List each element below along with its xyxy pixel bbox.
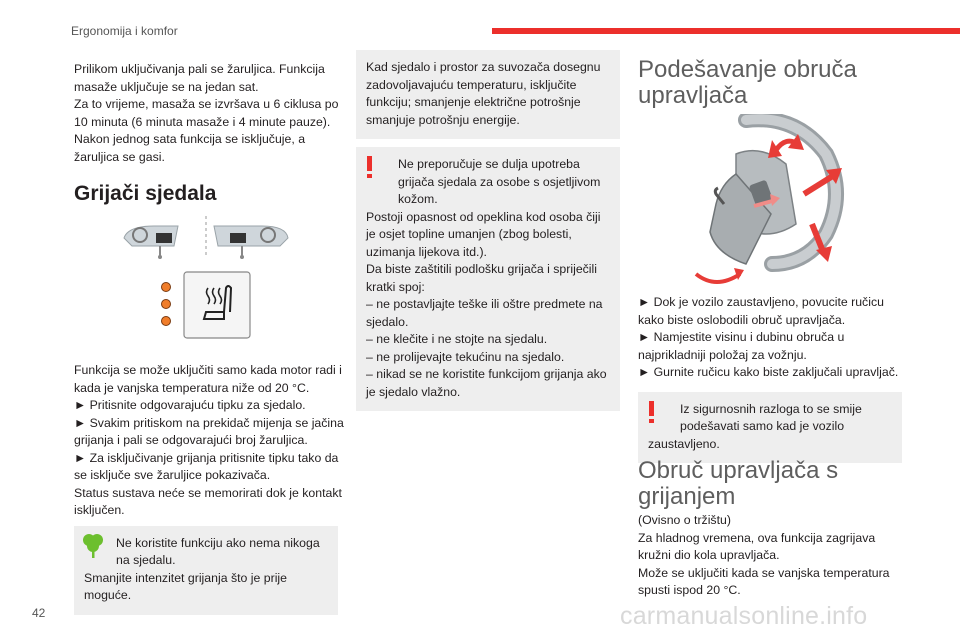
indicator-lamps [162, 283, 171, 326]
steering-step-2: ► Namjestite visinu i dubinu obruča u najprikladniji položaj za vožnju. [638, 330, 845, 362]
burn-warning-line-1: Postoji opasnost od opeklina kod osoba čiji je osjet topline umanjen (zbog bolesti, uzimanja lijekova itd.). [366, 209, 601, 259]
eco-note-rest: Smanjite intenzitet grijanja što je prije moguće. [84, 570, 288, 602]
burn-warning-line-5: – ne prolijevajte tekućinu na sjedalo. [366, 349, 565, 364]
intro-paragraph-2: Za to vrijeme, masaža se izvršava u 6 ciklusa po 10 minuta (6 minuta masaže i 4 minute pauze). [74, 97, 339, 129]
seat-heater-step-2: ► Svakim pritiskom na prekidač mijenja se jačina grijanja i pali se odgovarajući broj žaruljica. [74, 415, 344, 447]
intro-paragraph-1: Prilikom uključivanja pali se žaruljica. Funkcija masaže uključuje se na jedan sat. [74, 62, 325, 94]
steering-warning-lead: Iz sigurnosnih razloga to se smije podešavati samo kad je vozilo [680, 401, 862, 433]
burn-warning-line-2: Da biste zaštitili podlošku grijača i spriječili kratki spoj: [366, 262, 597, 294]
heated-steering-paragraph-2: Može se uključiti kada se vanjska temperatura spusti ispod 20 °C. [638, 565, 890, 597]
heated-steering-paragraph-1: Za hladnog vremena, ova funkcija zagrijava kružni dio kola upravljača. [638, 530, 876, 562]
seat-heater-step-1: ► Pritisnite odgovarajuću tipku za sjedalo. [74, 398, 306, 412]
eco-note-box [74, 526, 338, 615]
heading-heated-steering-wheel: Obruč upravljača s grijanjem [638, 457, 839, 510]
intro-paragraph-3: Nakon jednog sata funkcija se isključuje, a žaruljica se gasi. [74, 132, 306, 164]
seat-heater-button-icon [184, 272, 250, 338]
steering-adjust-steps [638, 294, 902, 463]
warning-exclamation-icon [646, 400, 658, 424]
header-accent-bar [492, 28, 960, 34]
steering-wheel-illustration [676, 114, 852, 288]
seat-heater-status-note: Status sustava neće se memorirati dok je kontakt isključen. [74, 485, 342, 517]
eco-note-lead: Ne koristite funkciju ako nema nikoga na sjedalu. [116, 535, 320, 567]
page-number: 42 [32, 606, 46, 620]
burn-warning-box [356, 147, 620, 411]
energy-note-text: Kad sjedalo i prostor za suvozača dosegnu zadovoljavajuću temperaturu, isključite funkciju; smanjenje električne potrošnje smanjuje potrošnju energije. [366, 60, 601, 127]
left-dashboard-icon [124, 226, 178, 259]
steering-step-1: ► Dok je vozilo zaustavljeno, povucite ručicu kako biste oslobodili obruč upravljača. [638, 295, 884, 327]
right-dashboard-icon [214, 226, 288, 259]
column-1 [74, 61, 344, 615]
column-2 [356, 50, 620, 411]
burn-warning-line-4: – ne klečite i ne stojte na sjedalu. [366, 332, 548, 346]
seat-heater-paragraph-1: Funkcija se može uključiti samo kada motor radi i kada je vanjska temperatura niže od 20 °C. [74, 363, 342, 395]
watermark: carmanualsonline.info [620, 602, 868, 630]
seat-heater-illustration [74, 216, 344, 356]
energy-note-box [356, 50, 620, 139]
heated-steering-market-note: (Ovisno o tržištu) [638, 513, 731, 527]
running-header: Ergonomija i komfor [71, 24, 178, 38]
steering-warning-rest: zaustavljeno. [648, 436, 720, 451]
heading-steering-adjust: Podešavanje obruča upravljača [638, 56, 857, 109]
burn-warning-lead: Ne preporučuje se dulja upotreba grijača sjedala za osobe s osjetljivom kožom. [398, 157, 601, 206]
eco-leaf-icon [82, 532, 104, 558]
steering-step-3: ► Gurnite ručicu kako biste zaključali upravljač. [638, 365, 899, 379]
heated-steering-body [638, 512, 902, 600]
burn-warning-line-3: – ne postavljajte teške ili oštre predmete na sjedalo. [366, 297, 603, 329]
seat-heater-step-3: ► Za isključivanje grijanja pritisnite tipku tako da se isključe sve žaruljice pokazivača. [74, 450, 339, 482]
heading-seat-heaters: Grijači sjedala [74, 182, 217, 205]
warning-exclamation-icon [364, 155, 376, 179]
steering-warning-box [638, 392, 902, 464]
burn-warning-line-6: – nikad se ne koristite funkcijom grijanja ako je sjedalo vlažno. [366, 367, 607, 399]
